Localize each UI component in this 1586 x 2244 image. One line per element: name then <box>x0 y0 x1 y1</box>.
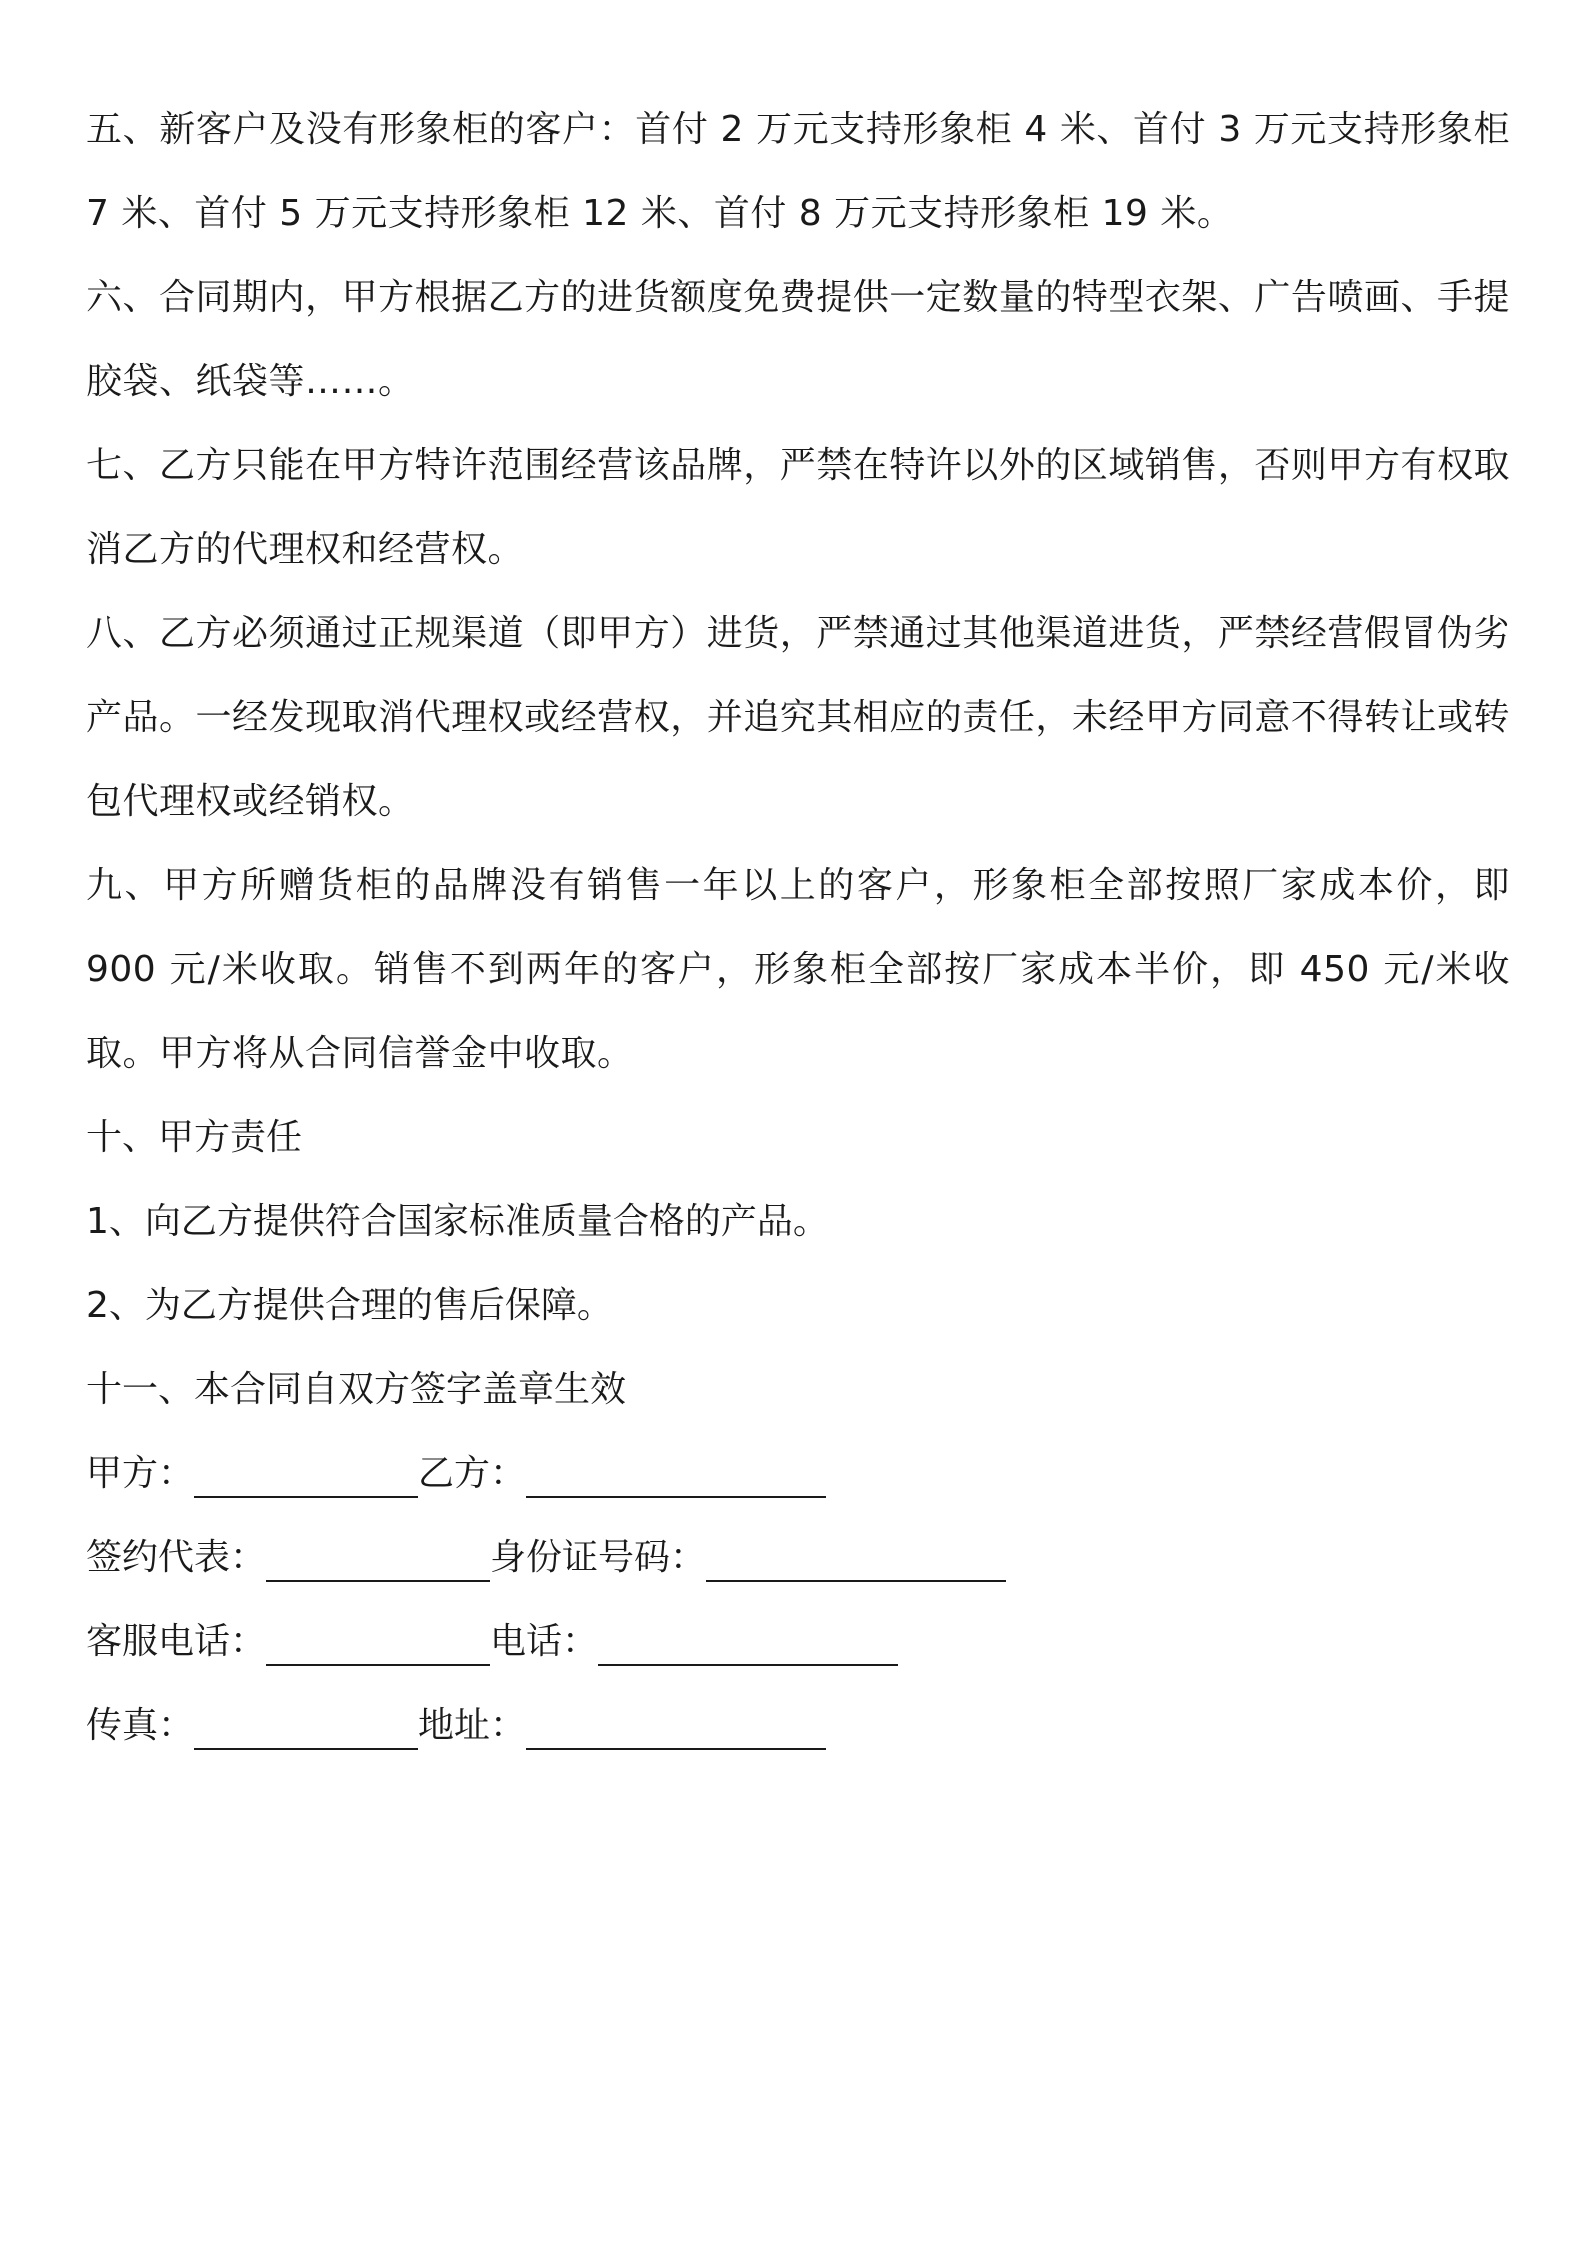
party-b-blank[interactable] <box>526 1456 826 1498</box>
contract-page <box>86 88 1510 1768</box>
party-a-label: 甲方： <box>86 1453 195 1494</box>
clause-10-title: 十、甲方责任 <box>86 1117 303 1158</box>
signature-row-fax <box>86 1684 1510 1768</box>
signature-row-representative <box>86 1516 1510 1600</box>
id-number-label: 身份证号码： <box>490 1537 707 1578</box>
representative-blank[interactable] <box>266 1540 490 1582</box>
party-b-label: 乙方： <box>418 1453 527 1494</box>
clause-10-item-2: 2、为乙方提供合理的售后保障。 <box>86 1285 613 1326</box>
fax-blank[interactable] <box>194 1708 418 1750</box>
signature-row-phone <box>86 1600 1510 1684</box>
clause-7: 七、乙方只能在甲方特许范围经营该品牌，严禁在特许以外的区域销售，否则甲方有权取消乙方的代理权和经营权。 <box>86 445 1510 570</box>
clause-5: 五、新客户及没有形象柜的客户：首付 2 万元支持形象柜 4 米、首付 3 万元支持形象柜 7 米、首付 5 万元支持形象柜 12 米、首付 8 万元支持形象柜 19 米。 <box>86 109 1510 234</box>
address-label: 地址： <box>418 1705 527 1746</box>
id-number-blank[interactable] <box>706 1540 1006 1582</box>
clause-6: 六、合同期内，甲方根据乙方的进货额度免费提供一定数量的特型衣架、广告喷画、手提胶袋、纸袋等……。 <box>86 277 1510 402</box>
clause-9: 九、甲方所赠货柜的品牌没有销售一年以上的客户，形象柜全部按照厂家成本价，即 900 元/米收取。销售不到两年的客户，形象柜全部按厂家成本半价，即 450 元/米收取。甲方将从合同信誉金中收取。 <box>86 865 1510 1074</box>
clause-11: 十一、本合同自双方签字盖章生效 <box>86 1369 627 1410</box>
party-a-blank[interactable] <box>194 1456 418 1498</box>
clause-8: 八、乙方必须通过正规渠道（即甲方）进货，严禁通过其他渠道进货，严禁经营假冒伪劣产品。一经发现取消代理权或经营权，并追究其相应的责任，未经甲方同意不得转让或转包代理权或经销权。 <box>86 613 1510 822</box>
address-blank[interactable] <box>526 1708 826 1750</box>
phone-label: 电话： <box>490 1621 599 1662</box>
fax-label: 传真： <box>86 1705 195 1746</box>
clause-10-item-1: 1、向乙方提供符合国家标准质量合格的产品。 <box>86 1201 829 1242</box>
representative-label: 签约代表： <box>86 1537 267 1578</box>
service-phone-blank[interactable] <box>266 1624 490 1666</box>
phone-blank[interactable] <box>598 1624 898 1666</box>
service-phone-label: 客服电话： <box>86 1621 267 1662</box>
signature-row-party <box>86 1432 1510 1516</box>
